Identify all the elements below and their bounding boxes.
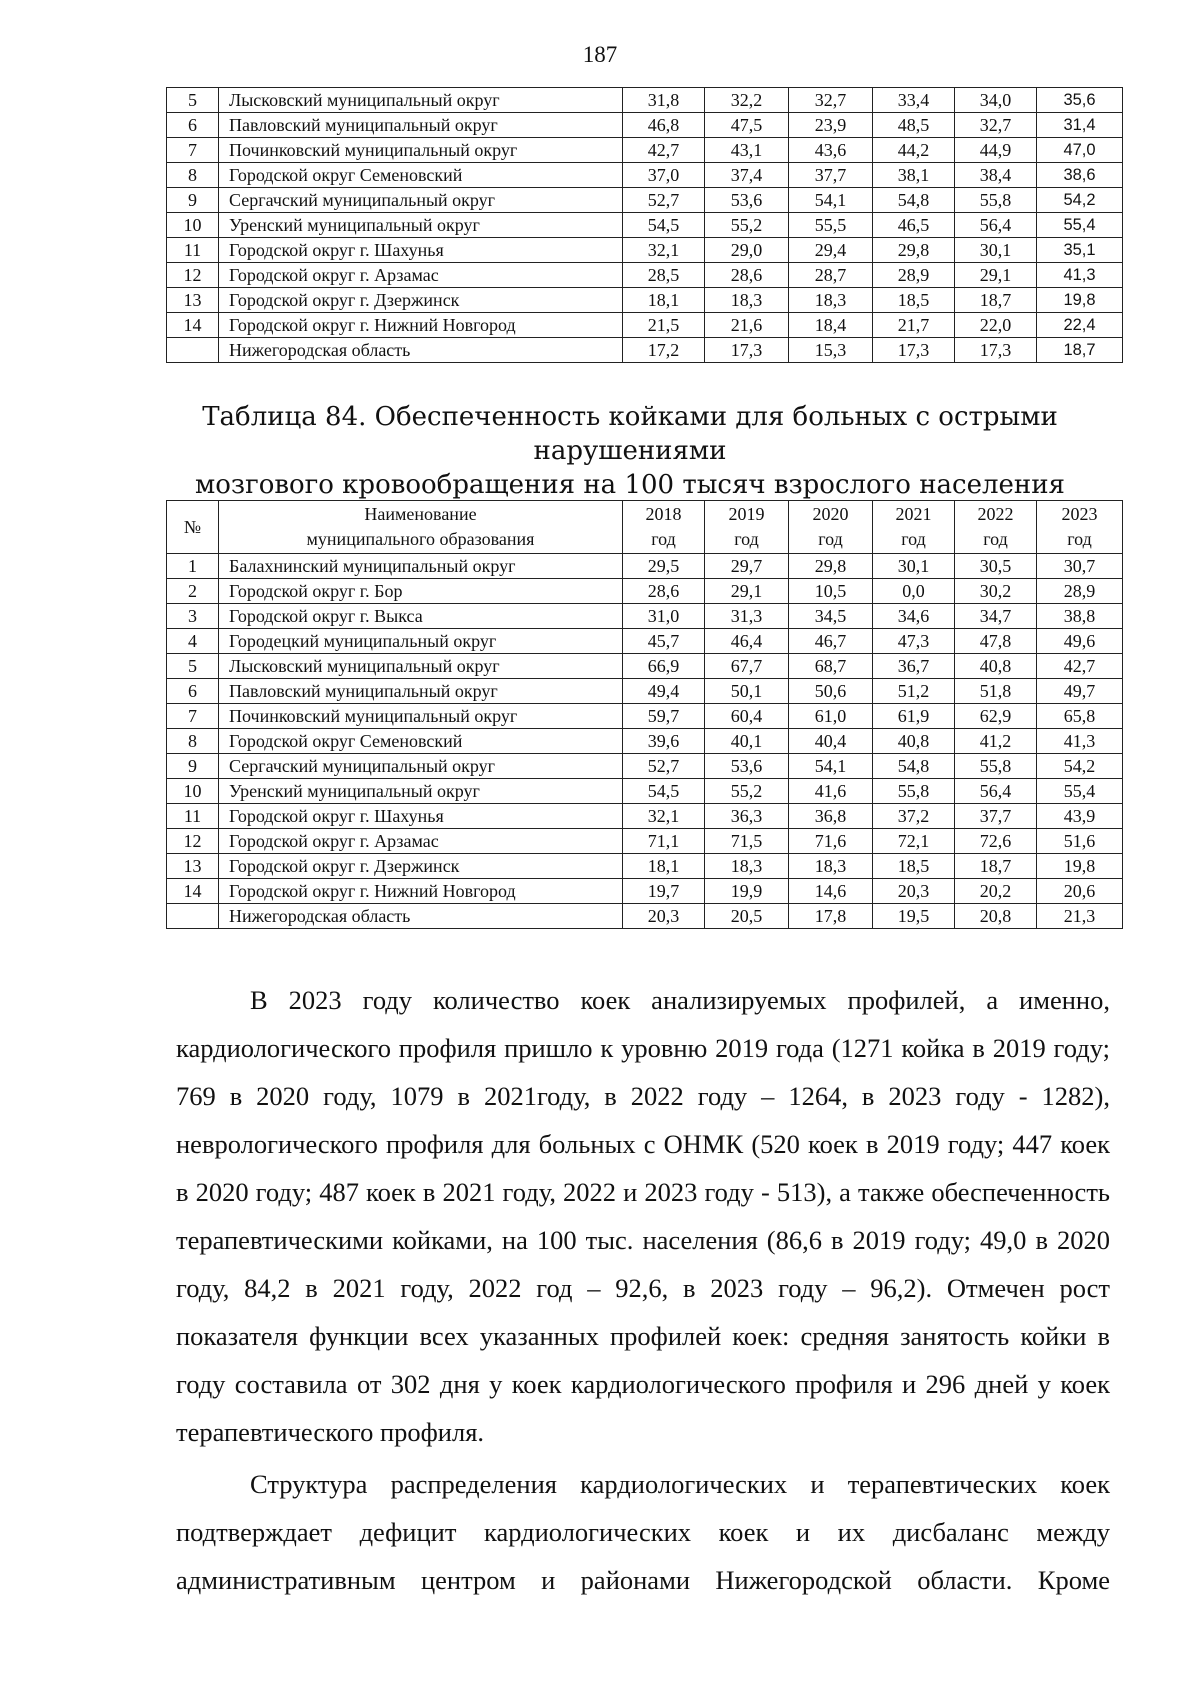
table-row <box>167 779 1123 804</box>
table-row <box>167 704 1123 729</box>
table-84-caption <box>150 400 1110 502</box>
value-cell: 31,8 <box>623 88 705 113</box>
value-cell: 34,0 <box>955 88 1037 113</box>
value-cell: 18,4 <box>789 313 873 338</box>
table-row <box>167 163 1123 188</box>
header-num: № <box>167 501 219 554</box>
header-year: 2021 <box>895 504 932 524</box>
value-cell: 55,8 <box>955 188 1037 213</box>
value-cell: 30,5 <box>955 554 1037 579</box>
table-row <box>167 904 1123 929</box>
header-name <box>219 501 623 554</box>
value-cell: 54,5 <box>623 213 705 238</box>
row-number: 7 <box>167 704 219 729</box>
municipality-name: Балахнинский муниципальный округ <box>219 554 623 579</box>
municipality-name: Нижегородская область <box>219 904 623 929</box>
value-cell: 49,4 <box>623 679 705 704</box>
header-year-2019 <box>705 501 789 554</box>
value-cell: 44,9 <box>955 138 1037 163</box>
value-cell: 40,1 <box>705 729 789 754</box>
value-cell: 17,3 <box>705 338 789 363</box>
value-cell: 21,6 <box>705 313 789 338</box>
value-cell: 71,1 <box>623 829 705 854</box>
value-cell: 32,7 <box>955 113 1037 138</box>
municipality-name: Городской округ г. Дзержинск <box>219 288 623 313</box>
value-cell: 30,2 <box>955 579 1037 604</box>
value-cell: 20,5 <box>705 904 789 929</box>
page-number: 187 <box>582 42 618 67</box>
table-row <box>167 263 1123 288</box>
value-cell: 29,5 <box>623 554 705 579</box>
value-cell: 72,1 <box>873 829 955 854</box>
table-row <box>167 554 1123 579</box>
value-cell: 41,6 <box>789 779 873 804</box>
value-cell: 38,6 <box>1037 163 1123 188</box>
value-cell: 18,3 <box>789 854 873 879</box>
value-cell: 65,8 <box>1037 704 1123 729</box>
value-cell: 51,2 <box>873 679 955 704</box>
municipality-name: Павловский муниципальный округ <box>219 679 623 704</box>
value-cell: 46,5 <box>873 213 955 238</box>
header-year-2020 <box>789 501 873 554</box>
value-cell: 54,5 <box>623 779 705 804</box>
value-cell: 68,7 <box>789 654 873 679</box>
table-row <box>167 213 1123 238</box>
value-cell: 38,1 <box>873 163 955 188</box>
header-year: 2022 <box>977 504 1014 524</box>
value-cell: 18,1 <box>623 288 705 313</box>
row-number: 9 <box>167 754 219 779</box>
header-year-2022 <box>955 501 1037 554</box>
value-cell: 22,4 <box>1037 313 1123 338</box>
header-name-line-1: Наименование <box>364 504 477 524</box>
value-cell: 19,8 <box>1037 854 1123 879</box>
body-text <box>176 976 1110 1604</box>
value-cell: 19,8 <box>1037 288 1123 313</box>
value-cell: 28,6 <box>623 579 705 604</box>
municipality-name: Сергачский муниципальный округ <box>219 754 623 779</box>
value-cell: 19,9 <box>705 879 789 904</box>
value-cell: 54,1 <box>789 188 873 213</box>
value-cell: 20,6 <box>1037 879 1123 904</box>
value-cell: 37,7 <box>789 163 873 188</box>
municipality-name: Городской округ г. Дзержинск <box>219 854 623 879</box>
value-cell: 22,0 <box>955 313 1037 338</box>
value-cell: 36,7 <box>873 654 955 679</box>
header-year: 2020 <box>812 504 849 524</box>
header-unit: год <box>983 529 1008 549</box>
municipality-name: Городской округ Семеновский <box>219 729 623 754</box>
value-cell: 52,7 <box>623 188 705 213</box>
value-cell: 17,3 <box>955 338 1037 363</box>
row-number: 14 <box>167 313 219 338</box>
municipality-name: Городской округ г. Арзамас <box>219 263 623 288</box>
value-cell: 21,3 <box>1037 904 1123 929</box>
row-number: 11 <box>167 238 219 263</box>
value-cell: 14,6 <box>789 879 873 904</box>
value-cell: 20,2 <box>955 879 1037 904</box>
value-cell: 28,6 <box>705 263 789 288</box>
value-cell: 54,2 <box>1037 188 1123 213</box>
table-row <box>167 754 1123 779</box>
value-cell: 55,4 <box>1037 779 1123 804</box>
value-cell: 61,0 <box>789 704 873 729</box>
value-cell: 18,3 <box>705 854 789 879</box>
value-cell: 18,1 <box>623 854 705 879</box>
value-cell: 18,7 <box>955 854 1037 879</box>
value-cell: 43,1 <box>705 138 789 163</box>
value-cell: 29,8 <box>789 554 873 579</box>
municipality-name: Городской округ Семеновский <box>219 163 623 188</box>
caption-line-2: мозгового кровообращения на 100 тысяч взрослого населения <box>195 470 1065 500</box>
value-cell: 20,3 <box>623 904 705 929</box>
header-year: 2019 <box>728 504 765 524</box>
value-cell: 41,2 <box>955 729 1037 754</box>
row-number: 11 <box>167 804 219 829</box>
table-row <box>167 729 1123 754</box>
header-name-line-2: муниципального образования <box>306 529 535 549</box>
row-number <box>167 338 219 363</box>
header-year: 2023 <box>1061 504 1098 524</box>
value-cell: 56,4 <box>955 779 1037 804</box>
row-number: 2 <box>167 579 219 604</box>
table-row <box>167 313 1123 338</box>
value-cell: 66,9 <box>623 654 705 679</box>
value-cell: 54,8 <box>873 754 955 779</box>
value-cell: 21,5 <box>623 313 705 338</box>
municipality-name: Городской округ г. Арзамас <box>219 829 623 854</box>
table-row <box>167 654 1123 679</box>
municipality-name: Сергачский муниципальный округ <box>219 188 623 213</box>
value-cell: 32,7 <box>789 88 873 113</box>
municipality-name: Городской округ г. Шахунья <box>219 804 623 829</box>
row-number: 6 <box>167 113 219 138</box>
table-row <box>167 338 1123 363</box>
header-year-2021 <box>873 501 955 554</box>
value-cell: 38,8 <box>1037 604 1123 629</box>
value-cell: 71,6 <box>789 829 873 854</box>
value-cell: 39,6 <box>623 729 705 754</box>
municipality-name: Городской округ г. Нижний Новгород <box>219 313 623 338</box>
table-row <box>167 604 1123 629</box>
value-cell: 18,3 <box>789 288 873 313</box>
value-cell: 29,8 <box>873 238 955 263</box>
value-cell: 29,4 <box>789 238 873 263</box>
value-cell: 40,8 <box>873 729 955 754</box>
value-cell: 29,1 <box>955 263 1037 288</box>
value-cell: 17,8 <box>789 904 873 929</box>
value-cell: 51,8 <box>955 679 1037 704</box>
value-cell: 21,7 <box>873 313 955 338</box>
value-cell: 40,8 <box>955 654 1037 679</box>
table-row <box>167 879 1123 904</box>
municipality-name: Городской округ г. Бор <box>219 579 623 604</box>
value-cell: 46,4 <box>705 629 789 654</box>
value-cell: 18,3 <box>705 288 789 313</box>
value-cell: 49,6 <box>1037 629 1123 654</box>
value-cell: 31,3 <box>705 604 789 629</box>
value-cell: 67,7 <box>705 654 789 679</box>
value-cell: 55,5 <box>789 213 873 238</box>
table-row <box>167 138 1123 163</box>
row-number: 10 <box>167 779 219 804</box>
value-cell: 34,7 <box>955 604 1037 629</box>
header-year-2018 <box>623 501 705 554</box>
row-number: 8 <box>167 729 219 754</box>
table-header-row <box>167 501 1123 554</box>
value-cell: 31,0 <box>623 604 705 629</box>
municipality-name: Починковский муниципальный округ <box>219 138 623 163</box>
row-number: 7 <box>167 138 219 163</box>
value-cell: 40,4 <box>789 729 873 754</box>
value-cell: 38,4 <box>955 163 1037 188</box>
table-83-continuation <box>166 87 1123 363</box>
value-cell: 19,7 <box>623 879 705 904</box>
row-number: 3 <box>167 604 219 629</box>
value-cell: 55,2 <box>705 779 789 804</box>
table-row <box>167 679 1123 704</box>
value-cell: 46,7 <box>789 629 873 654</box>
row-number: 1 <box>167 554 219 579</box>
value-cell: 30,1 <box>873 554 955 579</box>
municipality-name: Починковский муниципальный округ <box>219 704 623 729</box>
value-cell: 37,2 <box>873 804 955 829</box>
table-row <box>167 238 1123 263</box>
table-row <box>167 579 1123 604</box>
value-cell: 62,9 <box>955 704 1037 729</box>
value-cell: 23,9 <box>789 113 873 138</box>
row-number: 14 <box>167 879 219 904</box>
value-cell: 43,6 <box>789 138 873 163</box>
municipality-name: Городской округ г. Нижний Новгород <box>219 879 623 904</box>
value-cell: 44,2 <box>873 138 955 163</box>
value-cell: 35,1 <box>1037 238 1123 263</box>
value-cell: 43,9 <box>1037 804 1123 829</box>
row-number: 13 <box>167 854 219 879</box>
municipality-name: Лысковский муниципальный округ <box>219 654 623 679</box>
value-cell: 18,7 <box>955 288 1037 313</box>
paragraph-1: В 2023 году количество коек анализируемых профилей, а именно, кардиологического профиля пришло к уровню 2019 года (1271 койка в 2019 году; 769 в 2020 году, 1079 в 2021году, в 2022 году – 1264, в 2023 году - 1282), неврологического профиля для больных с ОНМК (520 коек в 2019 году; 447 коек в 2020 году; 487 коек в 2021 году, 2022 и 2023 году - 513), а также обеспеченность терапевтическими койками, на 100 тыс. населения (86,6 в 2019 году; 49,0 в 2020 году, 84,2 в 2021 году, 2022 год – 92,6, в 2023 году – 96,2). Отмечен рост показателя функции всех указанных профилей коек: средняя занятость койки в году составила от 302 дня у коек кардиологического профиля и 296 дней у коек терапевтического профиля. <box>176 985 1110 1447</box>
header-unit: год <box>734 529 759 549</box>
value-cell: 34,5 <box>789 604 873 629</box>
caption-line-1: Таблица 84. Обеспеченность койками для больных с острыми нарушениями <box>202 402 1058 466</box>
municipality-name: Нижегородская область <box>219 338 623 363</box>
municipality-name: Городской округ г. Выкса <box>219 604 623 629</box>
value-cell: 28,5 <box>623 263 705 288</box>
value-cell: 53,6 <box>705 754 789 779</box>
table-row <box>167 288 1123 313</box>
value-cell: 47,0 <box>1037 138 1123 163</box>
value-cell: 30,1 <box>955 238 1037 263</box>
row-number: 9 <box>167 188 219 213</box>
value-cell: 48,5 <box>873 113 955 138</box>
row-number: 8 <box>167 163 219 188</box>
row-number: 12 <box>167 263 219 288</box>
municipality-name: Лысковский муниципальный округ <box>219 88 623 113</box>
value-cell: 54,2 <box>1037 754 1123 779</box>
value-cell: 37,4 <box>705 163 789 188</box>
value-cell: 37,0 <box>623 163 705 188</box>
value-cell: 29,0 <box>705 238 789 263</box>
value-cell: 45,7 <box>623 629 705 654</box>
value-cell: 19,5 <box>873 904 955 929</box>
value-cell: 46,8 <box>623 113 705 138</box>
value-cell: 54,1 <box>789 754 873 779</box>
value-cell: 59,7 <box>623 704 705 729</box>
value-cell: 32,2 <box>705 88 789 113</box>
value-cell: 42,7 <box>623 138 705 163</box>
value-cell: 18,7 <box>1037 338 1123 363</box>
table-row <box>167 113 1123 138</box>
row-number: 5 <box>167 654 219 679</box>
value-cell: 30,7 <box>1037 554 1123 579</box>
value-cell: 18,5 <box>873 288 955 313</box>
value-cell: 55,2 <box>705 213 789 238</box>
value-cell: 53,6 <box>705 188 789 213</box>
value-cell: 20,8 <box>955 904 1037 929</box>
value-cell: 47,5 <box>705 113 789 138</box>
municipality-name: Уренский муниципальный округ <box>219 779 623 804</box>
value-cell: 49,7 <box>1037 679 1123 704</box>
value-cell: 52,7 <box>623 754 705 779</box>
value-cell: 54,8 <box>873 188 955 213</box>
value-cell: 36,3 <box>705 804 789 829</box>
value-cell: 60,4 <box>705 704 789 729</box>
value-cell: 41,3 <box>1037 263 1123 288</box>
row-number: 4 <box>167 629 219 654</box>
value-cell: 20,3 <box>873 879 955 904</box>
table-row <box>167 629 1123 654</box>
value-cell: 28,9 <box>873 263 955 288</box>
value-cell: 31,4 <box>1037 113 1123 138</box>
value-cell: 36,8 <box>789 804 873 829</box>
value-cell: 42,7 <box>1037 654 1123 679</box>
header-year: 2018 <box>645 504 682 524</box>
value-cell: 50,6 <box>789 679 873 704</box>
paragraph-2: Структура распределения кардиологических и терапевтических коек подтверждает дефицит кардиологических коек и их дисбаланс между административным центром и районами Нижегородской области. Кроме <box>176 1469 1110 1595</box>
value-cell: 34,6 <box>873 604 955 629</box>
table-row <box>167 804 1123 829</box>
value-cell: 55,4 <box>1037 213 1123 238</box>
value-cell: 37,7 <box>955 804 1037 829</box>
table-row <box>167 854 1123 879</box>
header-year-2023 <box>1037 501 1123 554</box>
value-cell: 61,9 <box>873 704 955 729</box>
municipality-name: Городской округ г. Шахунья <box>219 238 623 263</box>
header-unit: год <box>901 529 926 549</box>
municipality-name: Городецкий муниципальный округ <box>219 629 623 654</box>
value-cell: 35,6 <box>1037 88 1123 113</box>
value-cell: 29,7 <box>705 554 789 579</box>
value-cell: 28,9 <box>1037 579 1123 604</box>
value-cell: 18,5 <box>873 854 955 879</box>
value-cell: 56,4 <box>955 213 1037 238</box>
value-cell: 29,1 <box>705 579 789 604</box>
value-cell: 50,1 <box>705 679 789 704</box>
header-unit: год <box>651 529 676 549</box>
value-cell: 47,8 <box>955 629 1037 654</box>
value-cell: 51,6 <box>1037 829 1123 854</box>
row-number: 12 <box>167 829 219 854</box>
value-cell: 41,3 <box>1037 729 1123 754</box>
row-number: 10 <box>167 213 219 238</box>
value-cell: 0,0 <box>873 579 955 604</box>
table-row <box>167 88 1123 113</box>
value-cell: 47,3 <box>873 629 955 654</box>
value-cell: 17,3 <box>873 338 955 363</box>
row-number <box>167 904 219 929</box>
header-unit: год <box>818 529 843 549</box>
value-cell: 28,7 <box>789 263 873 288</box>
table-row <box>167 188 1123 213</box>
table-row <box>167 829 1123 854</box>
table-84 <box>166 500 1123 929</box>
value-cell: 71,5 <box>705 829 789 854</box>
municipality-name: Уренский муниципальный округ <box>219 213 623 238</box>
value-cell: 33,4 <box>873 88 955 113</box>
row-number: 13 <box>167 288 219 313</box>
row-number: 5 <box>167 88 219 113</box>
row-number: 6 <box>167 679 219 704</box>
value-cell: 15,3 <box>789 338 873 363</box>
value-cell: 32,1 <box>623 238 705 263</box>
header-unit: год <box>1067 529 1092 549</box>
value-cell: 10,5 <box>789 579 873 604</box>
municipality-name: Павловский муниципальный округ <box>219 113 623 138</box>
value-cell: 55,8 <box>955 754 1037 779</box>
value-cell: 17,2 <box>623 338 705 363</box>
value-cell: 72,6 <box>955 829 1037 854</box>
value-cell: 32,1 <box>623 804 705 829</box>
value-cell: 55,8 <box>873 779 955 804</box>
